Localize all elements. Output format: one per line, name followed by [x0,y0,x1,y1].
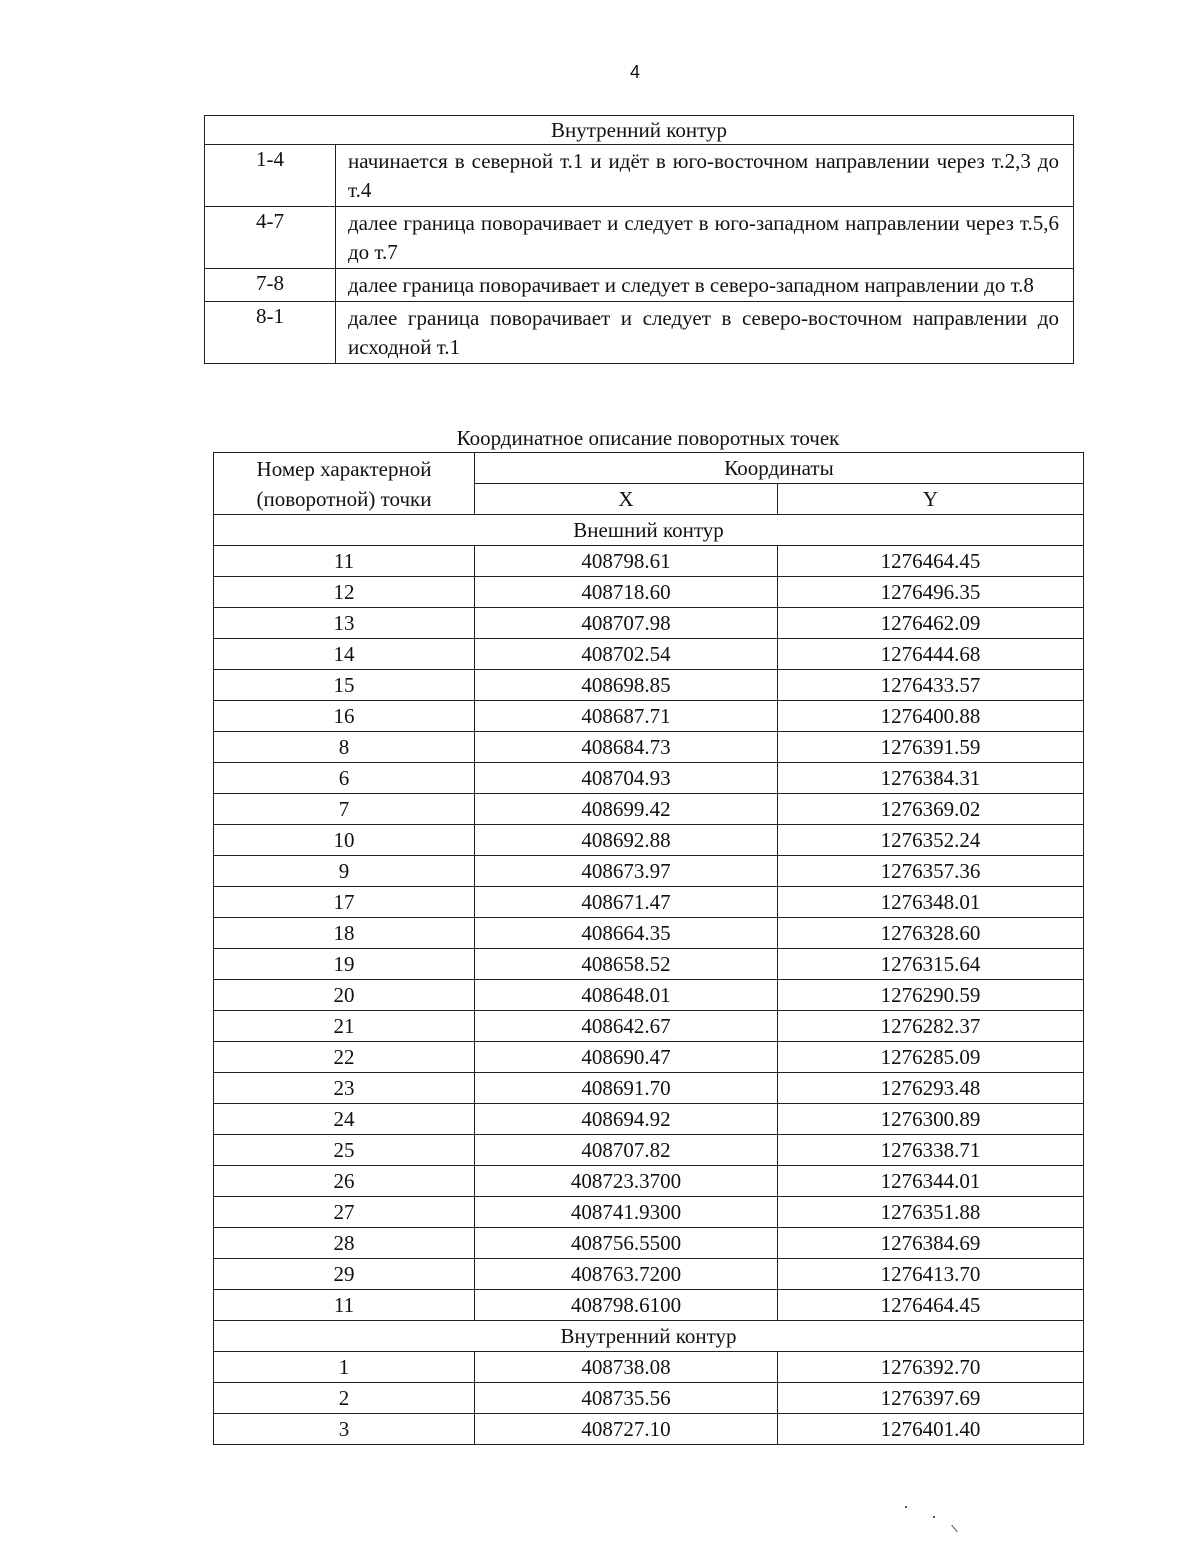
point-number-cell: 25 [214,1135,475,1166]
coordinates-column-header: Координаты [475,453,1084,484]
x-coordinate-cell: 408694.92 [475,1104,778,1135]
point-number-cell: 1 [214,1352,475,1383]
y-coordinate-cell: 1276348.01 [778,887,1084,918]
y-coordinate-cell: 1276293.48 [778,1073,1084,1104]
y-column-header: Y [778,484,1084,515]
table-row [214,1383,1084,1414]
point-number-cell: 8 [214,732,475,763]
x-coordinate-cell: 408664.35 [475,918,778,949]
table-row [214,1073,1084,1104]
y-coordinate-cell: 1276282.37 [778,1011,1084,1042]
description-row [205,302,1074,364]
table-row [214,1135,1084,1166]
x-coordinate-cell: 408763.7200 [475,1259,778,1290]
x-coordinate-cell: 408690.47 [475,1042,778,1073]
point-number-cell: 24 [214,1104,475,1135]
y-coordinate-cell: 1276300.89 [778,1104,1084,1135]
table-row [214,825,1084,856]
point-number-header-line1: Номер характерной [256,456,432,481]
x-coordinate-cell: 408699.42 [475,794,778,825]
y-coordinate-cell: 1276384.31 [778,763,1084,794]
description-row [205,207,1074,269]
x-coordinate-cell: 408738.08 [475,1352,778,1383]
x-coordinate-cell: 408798.6100 [475,1290,778,1321]
point-number-cell: 13 [214,608,475,639]
page-number: 4 [629,62,640,82]
point-number-cell: 23 [214,1073,475,1104]
x-coordinate-cell: 408727.10 [475,1414,778,1445]
x-coordinate-cell: 408692.88 [475,825,778,856]
table-row [214,1166,1084,1197]
x-coordinate-cell: 408658.52 [475,949,778,980]
point-number-cell: 12 [214,577,475,608]
segment-cell: 1-4 [205,145,336,207]
scan-speck [905,1506,907,1508]
segment-description: далее граница поворачивает и следует в северо-восточном направлении до исходной т.1 [336,302,1074,364]
point-number-cell: 16 [214,701,475,732]
point-number-cell: 22 [214,1042,475,1073]
segment-cell: 7-8 [205,269,336,302]
y-coordinate-cell: 1276352.24 [778,825,1084,856]
y-coordinate-cell: 1276338.71 [778,1135,1084,1166]
x-coordinate-cell: 408735.56 [475,1383,778,1414]
table-row [214,670,1084,701]
point-number-cell: 9 [214,856,475,887]
description-row [205,269,1074,302]
point-number-cell: 18 [214,918,475,949]
x-coordinate-cell: 408718.60 [475,577,778,608]
y-coordinate-cell: 1276391.59 [778,732,1084,763]
y-coordinate-cell: 1276315.64 [778,949,1084,980]
segment-description: начинается в северной т.1 и идёт в юго-восточном направлении через т.2,3 до т.4 [336,145,1074,207]
coordinates-table [213,452,1084,1445]
scan-speck [933,1516,935,1518]
description-row [205,145,1074,207]
point-number-cell: 10 [214,825,475,856]
y-coordinate-cell: 1276285.09 [778,1042,1084,1073]
y-coordinate-cell: 1276290.59 [778,980,1084,1011]
y-coordinate-cell: 1276413.70 [778,1259,1084,1290]
table-row [214,1011,1084,1042]
table-row [214,1228,1084,1259]
inner-contour-label: Внутренний контур [214,1321,1084,1352]
table-row [214,701,1084,732]
point-number-header-line2: (поворотной) точки [256,486,432,511]
x-coordinate-cell: 408741.9300 [475,1197,778,1228]
x-coordinate-cell: 408673.97 [475,856,778,887]
point-number-cell: 11 [214,546,475,577]
point-number-cell: 17 [214,887,475,918]
outer-contour-label: Внешний контур [214,515,1084,546]
y-coordinate-cell: 1276444.68 [778,639,1084,670]
y-coordinate-cell: 1276496.35 [778,577,1084,608]
y-coordinate-cell: 1276462.09 [778,608,1084,639]
coordinates-table-body [214,453,1084,1445]
table-row [214,546,1084,577]
x-coordinate-cell: 408698.85 [475,670,778,701]
y-coordinate-cell: 1276464.45 [778,1290,1084,1321]
table-row [214,732,1084,763]
x-column-header: X [475,484,778,515]
y-coordinate-cell: 1276392.70 [778,1352,1084,1383]
point-number-cell: 21 [214,1011,475,1042]
contour-description-header: Внутренний контур [205,116,1074,145]
x-coordinate-cell: 408707.98 [475,608,778,639]
table-row [214,1042,1084,1073]
x-coordinate-cell: 408648.01 [475,980,778,1011]
segment-cell: 8-1 [205,302,336,364]
segment-description: далее граница поворачивает и следует в северо-западном направлении до т.8 [336,269,1074,302]
point-number-cell: 28 [214,1228,475,1259]
y-coordinate-cell: 1276344.01 [778,1166,1084,1197]
scan-speck [951,1525,958,1533]
table-row [214,918,1084,949]
point-number-cell: 2 [214,1383,475,1414]
x-coordinate-cell: 408642.67 [475,1011,778,1042]
x-coordinate-cell: 408671.47 [475,887,778,918]
x-coordinate-cell: 408756.5500 [475,1228,778,1259]
table-row [214,1352,1084,1383]
point-number-cell: 19 [214,949,475,980]
table-row [214,608,1084,639]
point-number-cell: 3 [214,1414,475,1445]
y-coordinate-cell: 1276397.69 [778,1383,1084,1414]
point-number-cell: 14 [214,639,475,670]
y-coordinate-cell: 1276401.40 [778,1414,1084,1445]
table-row [214,1104,1084,1135]
outer-contour-label-row [214,515,1084,546]
table-row [214,639,1084,670]
y-coordinate-cell: 1276400.88 [778,701,1084,732]
segment-description: далее граница поворачивает и следует в юго-западном направлении через т.5,6 до т.7 [336,207,1074,269]
table-row [214,1414,1084,1445]
point-number-cell: 15 [214,670,475,701]
x-coordinate-cell: 408707.82 [475,1135,778,1166]
table-row [214,1259,1084,1290]
x-coordinate-cell: 408684.73 [475,732,778,763]
y-coordinate-cell: 1276351.88 [778,1197,1084,1228]
table-row [214,763,1084,794]
point-number-cell: 7 [214,794,475,825]
x-coordinate-cell: 408702.54 [475,639,778,670]
table-row [214,856,1084,887]
x-coordinate-cell: 408798.61 [475,546,778,577]
coordinates-header-row [214,453,1084,484]
y-coordinate-cell: 1276357.36 [778,856,1084,887]
segment-cell: 4-7 [205,207,336,269]
table-row [214,577,1084,608]
inner-contour-label-row [214,1321,1084,1352]
contour-description-header-row [205,116,1074,145]
coordinates-title: Координатное описание поворотных точек [456,426,840,450]
x-coordinate-cell: 408723.3700 [475,1166,778,1197]
table-row [214,980,1084,1011]
point-number-cell: 11 [214,1290,475,1321]
point-number-column-header [214,453,475,515]
table-row [214,949,1084,980]
x-coordinate-cell: 408687.71 [475,701,778,732]
point-number-cell: 29 [214,1259,475,1290]
y-coordinate-cell: 1276369.02 [778,794,1084,825]
y-coordinate-cell: 1276328.60 [778,918,1084,949]
table-row [214,1197,1084,1228]
x-coordinate-cell: 408691.70 [475,1073,778,1104]
point-number-cell: 20 [214,980,475,1011]
table-row [214,887,1084,918]
point-number-cell: 26 [214,1166,475,1197]
table-row [214,794,1084,825]
y-coordinate-cell: 1276384.69 [778,1228,1084,1259]
contour-description-table [204,115,1074,364]
table-row [214,1290,1084,1321]
y-coordinate-cell: 1276464.45 [778,546,1084,577]
y-coordinate-cell: 1276433.57 [778,670,1084,701]
point-number-cell: 6 [214,763,475,794]
point-number-cell: 27 [214,1197,475,1228]
x-coordinate-cell: 408704.93 [475,763,778,794]
